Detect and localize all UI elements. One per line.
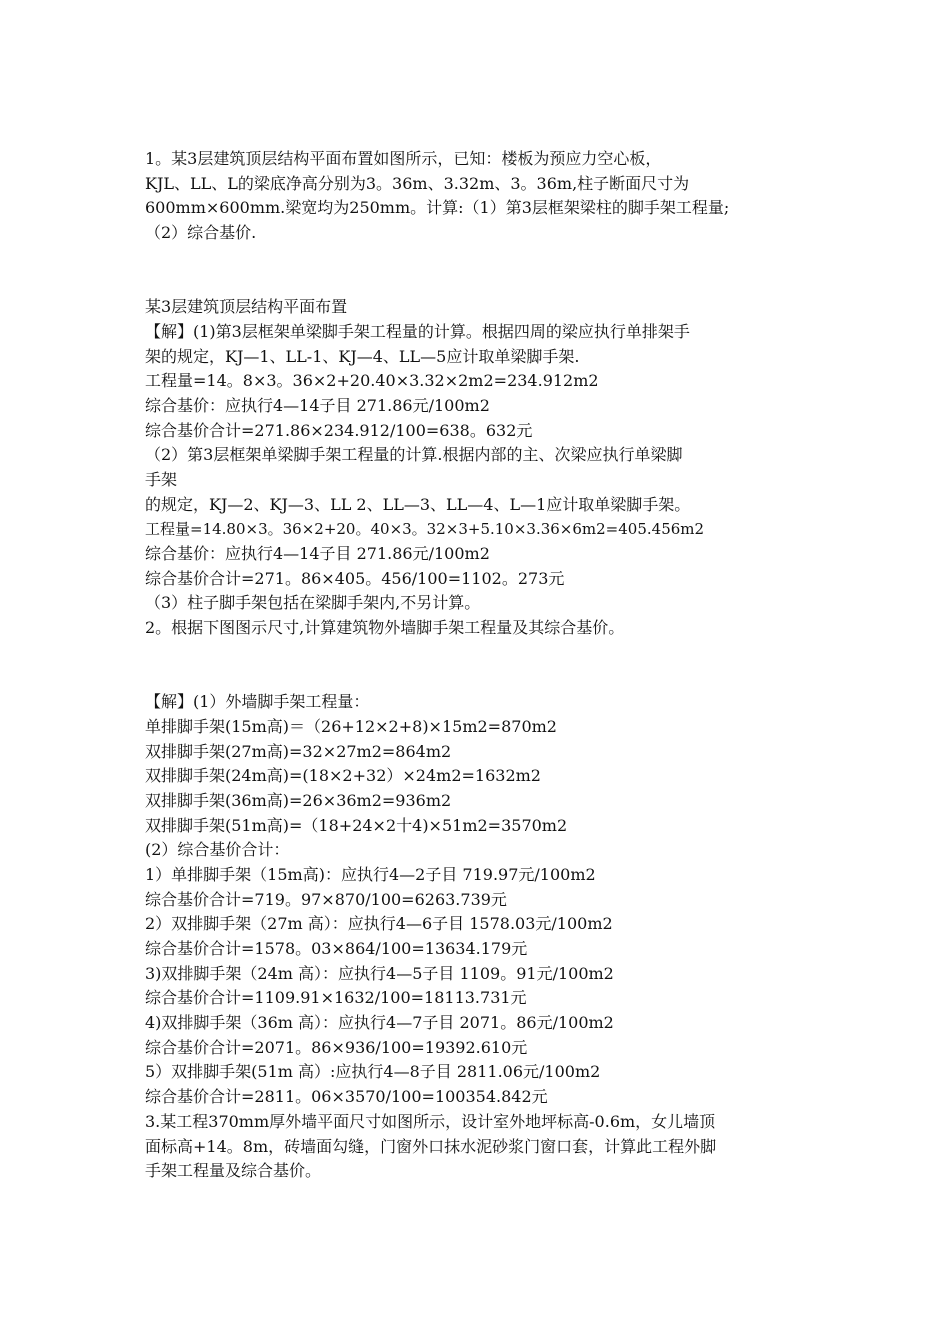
figure-caption: 某3层建筑顶层结构平面布置 [145, 297, 348, 317]
problem1-solution-line: 综合基价合计=271.86×234.912/100=638。632元 [145, 420, 533, 440]
problem2-solution-line: 双排脚手架(24m高)=(18×2+32）×24m2=1632m2 [145, 766, 541, 786]
problem2-solution-line: 3)双排脚手架（24m 高）：应执行4—5子目 1109。91元/100m2 [145, 963, 614, 983]
problem1-question-line: 1。某3层建筑顶层结构平面布置如图所示，已知：楼板为预应力空心板， [145, 149, 662, 168]
problem2-solution-line: 综合基价合计=719。97×870/100=6263.739元 [145, 889, 507, 909]
figure-gap [145, 641, 815, 690]
problem1-solution-line: 综合基价：应执行4—14子目 271.86元/100m2 [145, 395, 490, 415]
problem1-solution-line: 综合基价合计=271。86×405。456/100=1102。273元 [145, 568, 565, 588]
figure-gap [145, 246, 815, 295]
problem2-solution-line: 综合基价合计=2811。06×3570/100=100354.842元 [145, 1087, 548, 1107]
problem2-solution-line: (2）综合基价合计： [145, 840, 290, 860]
problem1-solution-line: 手架 [145, 469, 178, 489]
problem3-question-line: 手架工程量及综合基价。 [145, 1161, 322, 1181]
problem2-solution-line: 【解】(1）外墙脚手架工程量： [145, 692, 370, 712]
problem2-solution-line: 双排脚手架(51m高)=（18+24×2十4)×51m2=3570m2 [145, 815, 568, 835]
problem2-solution-line: 5）双排脚手架(51m 高）:应执行4—8子目 2811.06元/100m2 [145, 1062, 601, 1082]
problem1-solution-line: （2）第3层框架单梁脚手架工程量的计算.根据内部的主、次梁应执行单梁脚 [145, 445, 683, 465]
problem1-solution-line: 的规定，KJ—2、KJ—3、LL 2、LL—3、LL—4、L—1应计取单梁脚手架。 [145, 494, 691, 514]
problem2-solution-line: 双排脚手架(36m高)=26×36m2=936m2 [145, 790, 452, 810]
problem1-solution-line: 综合基价：应执行4—14子目 271.86元/100m2 [145, 544, 490, 564]
document-body [145, 147, 815, 1184]
problem1-solution-line: 工程量=14。8×3。36×2+20.40×3.32×2m2=234.912m2 [145, 371, 599, 391]
problem2-solution-line: 综合基价合计=1109.91×1632/100=18113.731元 [145, 988, 527, 1008]
problem2-solution-line: 综合基价合计=2071。86×936/100=19392.610元 [145, 1037, 528, 1057]
problem1-question-line: 600mm×600mm.梁宽均为250mm。计算:（1）第3层框架梁柱的脚手架工程量; [145, 198, 730, 218]
problem2-solution-line: 1）单排脚手架（15m高)：应执行4—2子目 719.97元/100m2 [145, 864, 596, 884]
problem1-solution-line: 工程量=14.80×3。36×2+20。40×3。32×3+5.10×3.36×6m2=405.456m2 [145, 520, 705, 539]
problem2-question-line: 2。根据下图图示尺寸,计算建筑物外墙脚手架工程量及其综合基价。 [145, 618, 625, 638]
problem1-question-line: （2）综合基价. [145, 223, 257, 243]
problem2-solution-line: 单排脚手架(15m高)＝（26+12×2+8)×15m2=870m2 [145, 716, 557, 736]
problem2-solution-line: 2）双排脚手架（27m 高）：应执行4—6子目 1578.03元/100m2 [145, 914, 613, 934]
problem2-solution-line: 4)双排脚手架（36m 高）：应执行4—7子目 2071。86元/100m2 [145, 1013, 614, 1033]
problem1-solution-line: 架的规定，KJ—1、LL-1、KJ—4、LL—5应计取单梁脚手架. [145, 346, 580, 366]
problem3-question-line: 3.某工程370mm厚外墙平面尺寸如图所示，设计室外地坪标高-0.6m，女儿墙顶 [145, 1111, 716, 1131]
problem1-solution-line: 【解】(1)第3层框架单梁脚手架工程量的计算。根据四周的梁应执行单排架手 [145, 321, 690, 341]
problem1-solution-line: （3）柱子脚手架包括在梁脚手架内,不另计算。 [145, 593, 481, 613]
problem3-question-line: 面标高+14。8m，砖墙面勾缝，门窗外口抹水泥砂浆门窗口套，计算此工程外脚 [145, 1136, 717, 1156]
problem2-solution-line: 双排脚手架(27m高)=32×27m2=864m2 [145, 741, 452, 761]
problem2-solution-line: 综合基价合计=1578。03×864/100=13634.179元 [145, 939, 528, 959]
problem1-question-line: KJL、LL、L的梁底净高分别为3。36m、3.32m、3。36m,柱子断面尺寸为 [145, 173, 690, 193]
